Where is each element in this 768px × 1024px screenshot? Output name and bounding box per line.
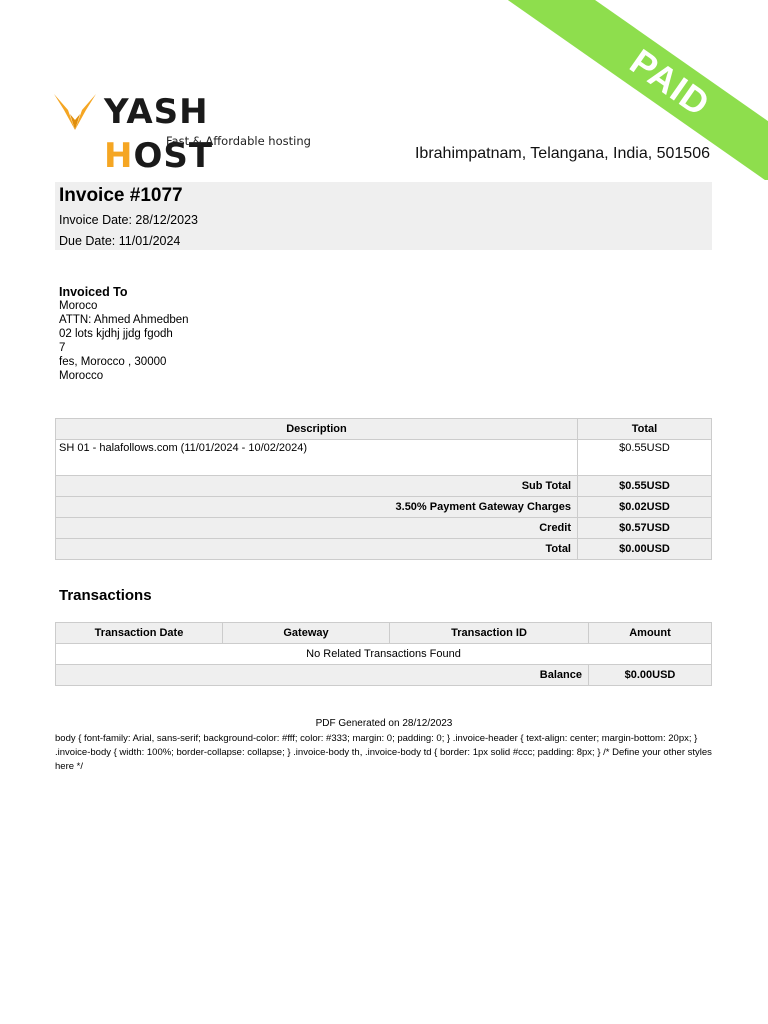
invoiced-to-heading: Invoiced To [59,285,128,299]
summary-value: $0.57USD [578,518,712,539]
summary-label: Total [56,539,578,560]
balance-row [56,665,712,686]
item-description: SH 01 - halafollows.com (11/01/2024 - 10/02/2024) [56,440,578,476]
summary-value: $0.55USD [578,476,712,497]
summary-row-total [56,539,712,560]
invoiced-to-line: 7 [59,342,66,354]
summary-label: 3.50% Payment Gateway Charges [56,497,578,518]
table-header-row [56,419,712,440]
invoice-header [55,182,712,250]
balance-value: $0.00USD [589,665,712,686]
pdf-generated-note: PDF Generated on 28/12/2023 [315,718,453,729]
brand-tagline: Fast & Affordable hosting [166,134,311,148]
wing-v-logo-icon [54,92,96,132]
column-header-gateway: Gateway [223,623,390,644]
invoice-date: Invoice Date: 28/12/2023 [59,213,198,227]
invoiced-to-line: Morocco [59,370,104,382]
summary-row-credit [56,518,712,539]
invoice-items-table [55,418,712,560]
invoiced-to-line: 02 lots kjdhj jjdg fgodh [59,328,173,340]
invoiced-to-line: Moroco [59,300,98,312]
company-logo [54,90,324,176]
column-header-total: Total [578,419,712,440]
column-header-transaction-id: Transaction ID [390,623,589,644]
transactions-table [55,622,712,686]
company-address: Ibrahimpatnam, Telangana, India, 501506 [414,145,710,162]
invoice-title: Invoice #1077 [59,185,183,206]
table-row [56,644,712,665]
column-header-amount: Amount [589,623,712,644]
summary-row-gateway-charges [56,497,712,518]
column-header-description: Description [56,419,578,440]
summary-label: Credit [56,518,578,539]
invoiced-to-line: ATTN: Ahmed Ahmedben [59,314,189,326]
invoiced-to-line: fes, Morocco , 30000 [59,356,167,368]
paid-ribbon: PAID [508,0,768,180]
transactions-heading: Transactions [59,587,152,604]
brand-name-part2: OST [133,136,214,176]
item-total: $0.55USD [578,440,712,476]
brand-name-part1: YASH [104,92,209,132]
brand-name-accent: H [104,136,134,176]
no-transactions-message: No Related Transactions Found [56,644,712,665]
table-row [56,440,712,476]
table-header-row [56,623,712,644]
column-header-transaction-date: Transaction Date [56,623,223,644]
balance-label: Balance [56,665,589,686]
invoice-due-date: Due Date: 11/01/2024 [59,234,181,248]
summary-row-subtotal [56,476,712,497]
summary-value: $0.02USD [578,497,712,518]
summary-value: $0.00USD [578,539,712,560]
summary-label: Sub Total [56,476,578,497]
footer-css-text: body { font-family: Arial, sans-serif; background-color: #fff; color: #333; margin: 0; padding: 0; } .invoice-header { text-align: center; margin-bottom: 20px; } .invoice-body { width: 100%; border-collapse: collapse; } .invoice-body th, .invoice-body td { border: 1px solid #ccc; padding: 8px; } /* Define your other styles here */ [55,733,712,772]
invoiced-to-block [59,285,189,383]
